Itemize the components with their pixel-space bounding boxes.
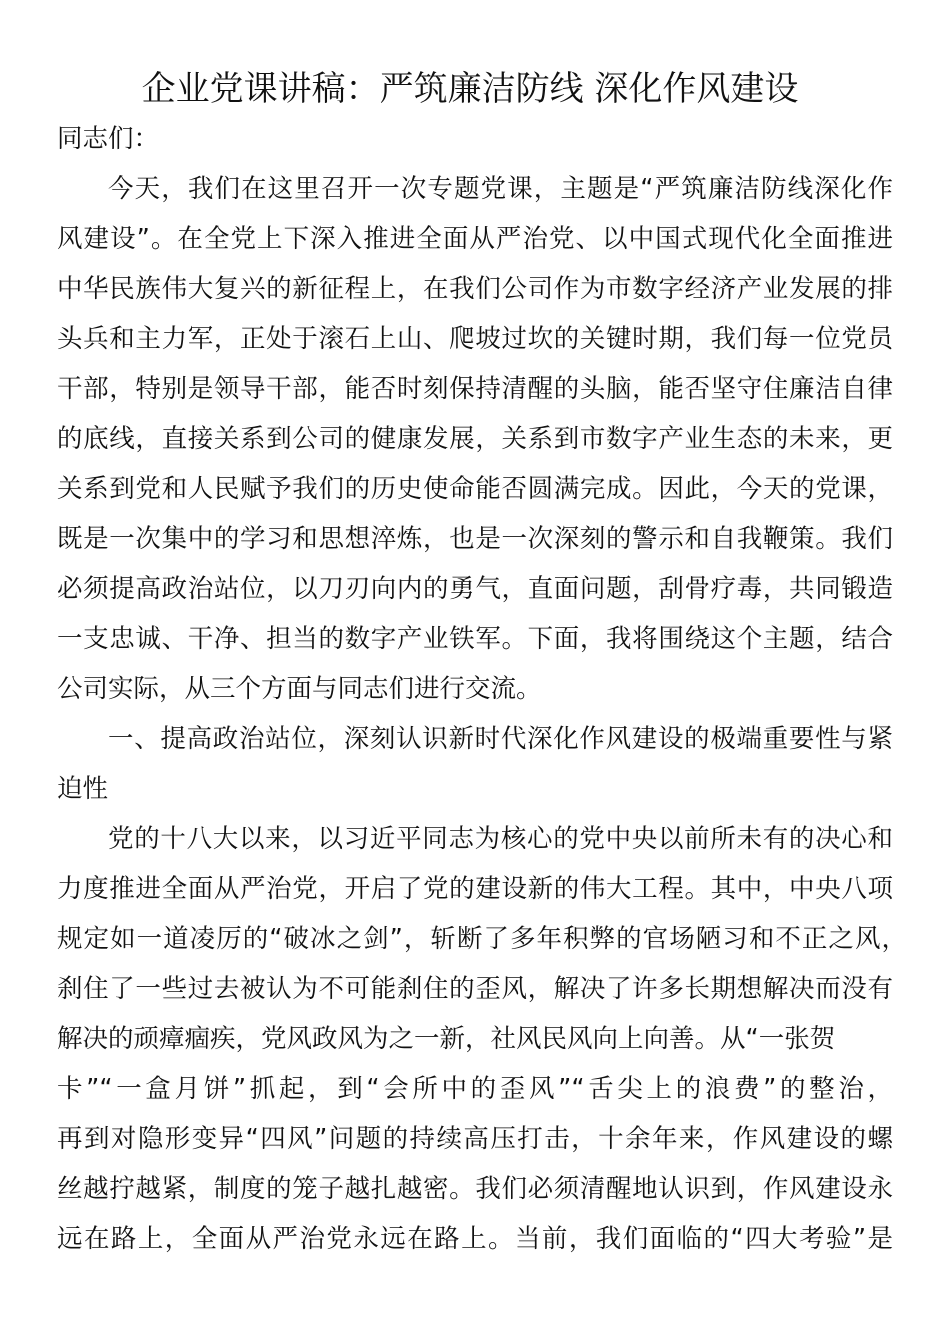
text-line: 公司实际，从三个方面与同志们进行交流。 bbox=[57, 674, 542, 704]
text-line: 干部，特别是领导干部，能否时刻保持清醒的头脑，能否坚守住廉洁自律 bbox=[57, 374, 893, 404]
text-line: 刹住了一些过去被认为不可能刹住的歪风，解决了许多长期想解决而没有 bbox=[57, 974, 893, 1004]
text-line: 头兵和主力军，正处于滚石上山、爬坡过坎的关键时期，我们每一位党员 bbox=[57, 324, 893, 354]
text-line: 一支忠诚、干净、担当的数字产业铁军。下面，我将围绕这个主题，结合 bbox=[57, 624, 893, 654]
paragraph-intro bbox=[57, 164, 893, 714]
document-title: 企业党课讲稿：严筑廉洁防线 深化作风建设 bbox=[141, 69, 799, 109]
text-line: 解决的顽瘴痼疾，党风政风为之一新，社风民风向上向善。从“一张贺 bbox=[57, 1024, 836, 1054]
text-line: 丝越拧越紧，制度的笼子越扎越密。我们必须清醒地认识到，作风建设永 bbox=[57, 1174, 893, 1204]
text-line: 今天，我们在这里召开一次专题党课，主题是“严筑廉洁防线深化作 bbox=[108, 174, 893, 204]
text-line: 必须提高政治站位，以刀刃向内的勇气，直面问题，刮骨疗毒，共同锻造 bbox=[57, 574, 893, 604]
text-line: 远在路上，全面从严治党永远在路上。当前，我们面临的“四大考验”是 bbox=[57, 1224, 893, 1254]
document-page bbox=[57, 64, 907, 1264]
salutation: 同志们： bbox=[57, 124, 160, 154]
heading-line: 迫性 bbox=[57, 774, 109, 804]
section-heading-1 bbox=[57, 714, 893, 814]
text-line: 关系到党和人民赋予我们的历史使命能否圆满完成。因此，今天的党课， bbox=[57, 474, 893, 504]
text-line: 风建设”。在全党上下深入推进全面从严治党、以中国式现代化全面推进 bbox=[57, 224, 893, 254]
text-line: 既是一次集中的学习和思想淬炼，也是一次深刻的警示和自我鞭策。我们 bbox=[57, 524, 893, 554]
text-line: 力度推进全面从严治党，开启了党的建设新的伟大工程。其中，中央八项 bbox=[57, 874, 893, 904]
paragraph-section-1 bbox=[57, 814, 907, 1264]
text-line: 党的十八大以来，以习近平同志为核心的党中央以前所未有的决心和 bbox=[108, 824, 893, 854]
text-line: 规定如一道凌厉的“破冰之剑”，斩断了多年积弊的官场陋习和不正之风， bbox=[57, 924, 907, 954]
text-line: 再到对隐形变异“四风”问题的持续高压打击，十余年来，作风建设的螺 bbox=[57, 1124, 893, 1154]
heading-line: 一、提高政治站位，深刻认识新时代深化作风建设的极端重要性与紧 bbox=[108, 724, 893, 754]
text-line: 卡”“一盒月饼”抓起，到“会所中的歪风”“舌尖上的浪费”的整治， bbox=[57, 1074, 893, 1104]
text-line: 中华民族伟大复兴的新征程上，在我们公司作为市数字经济产业发展的排 bbox=[57, 274, 893, 304]
text-line: 的底线，直接关系到公司的健康发展，关系到市数字产业生态的未来，更 bbox=[57, 424, 893, 454]
